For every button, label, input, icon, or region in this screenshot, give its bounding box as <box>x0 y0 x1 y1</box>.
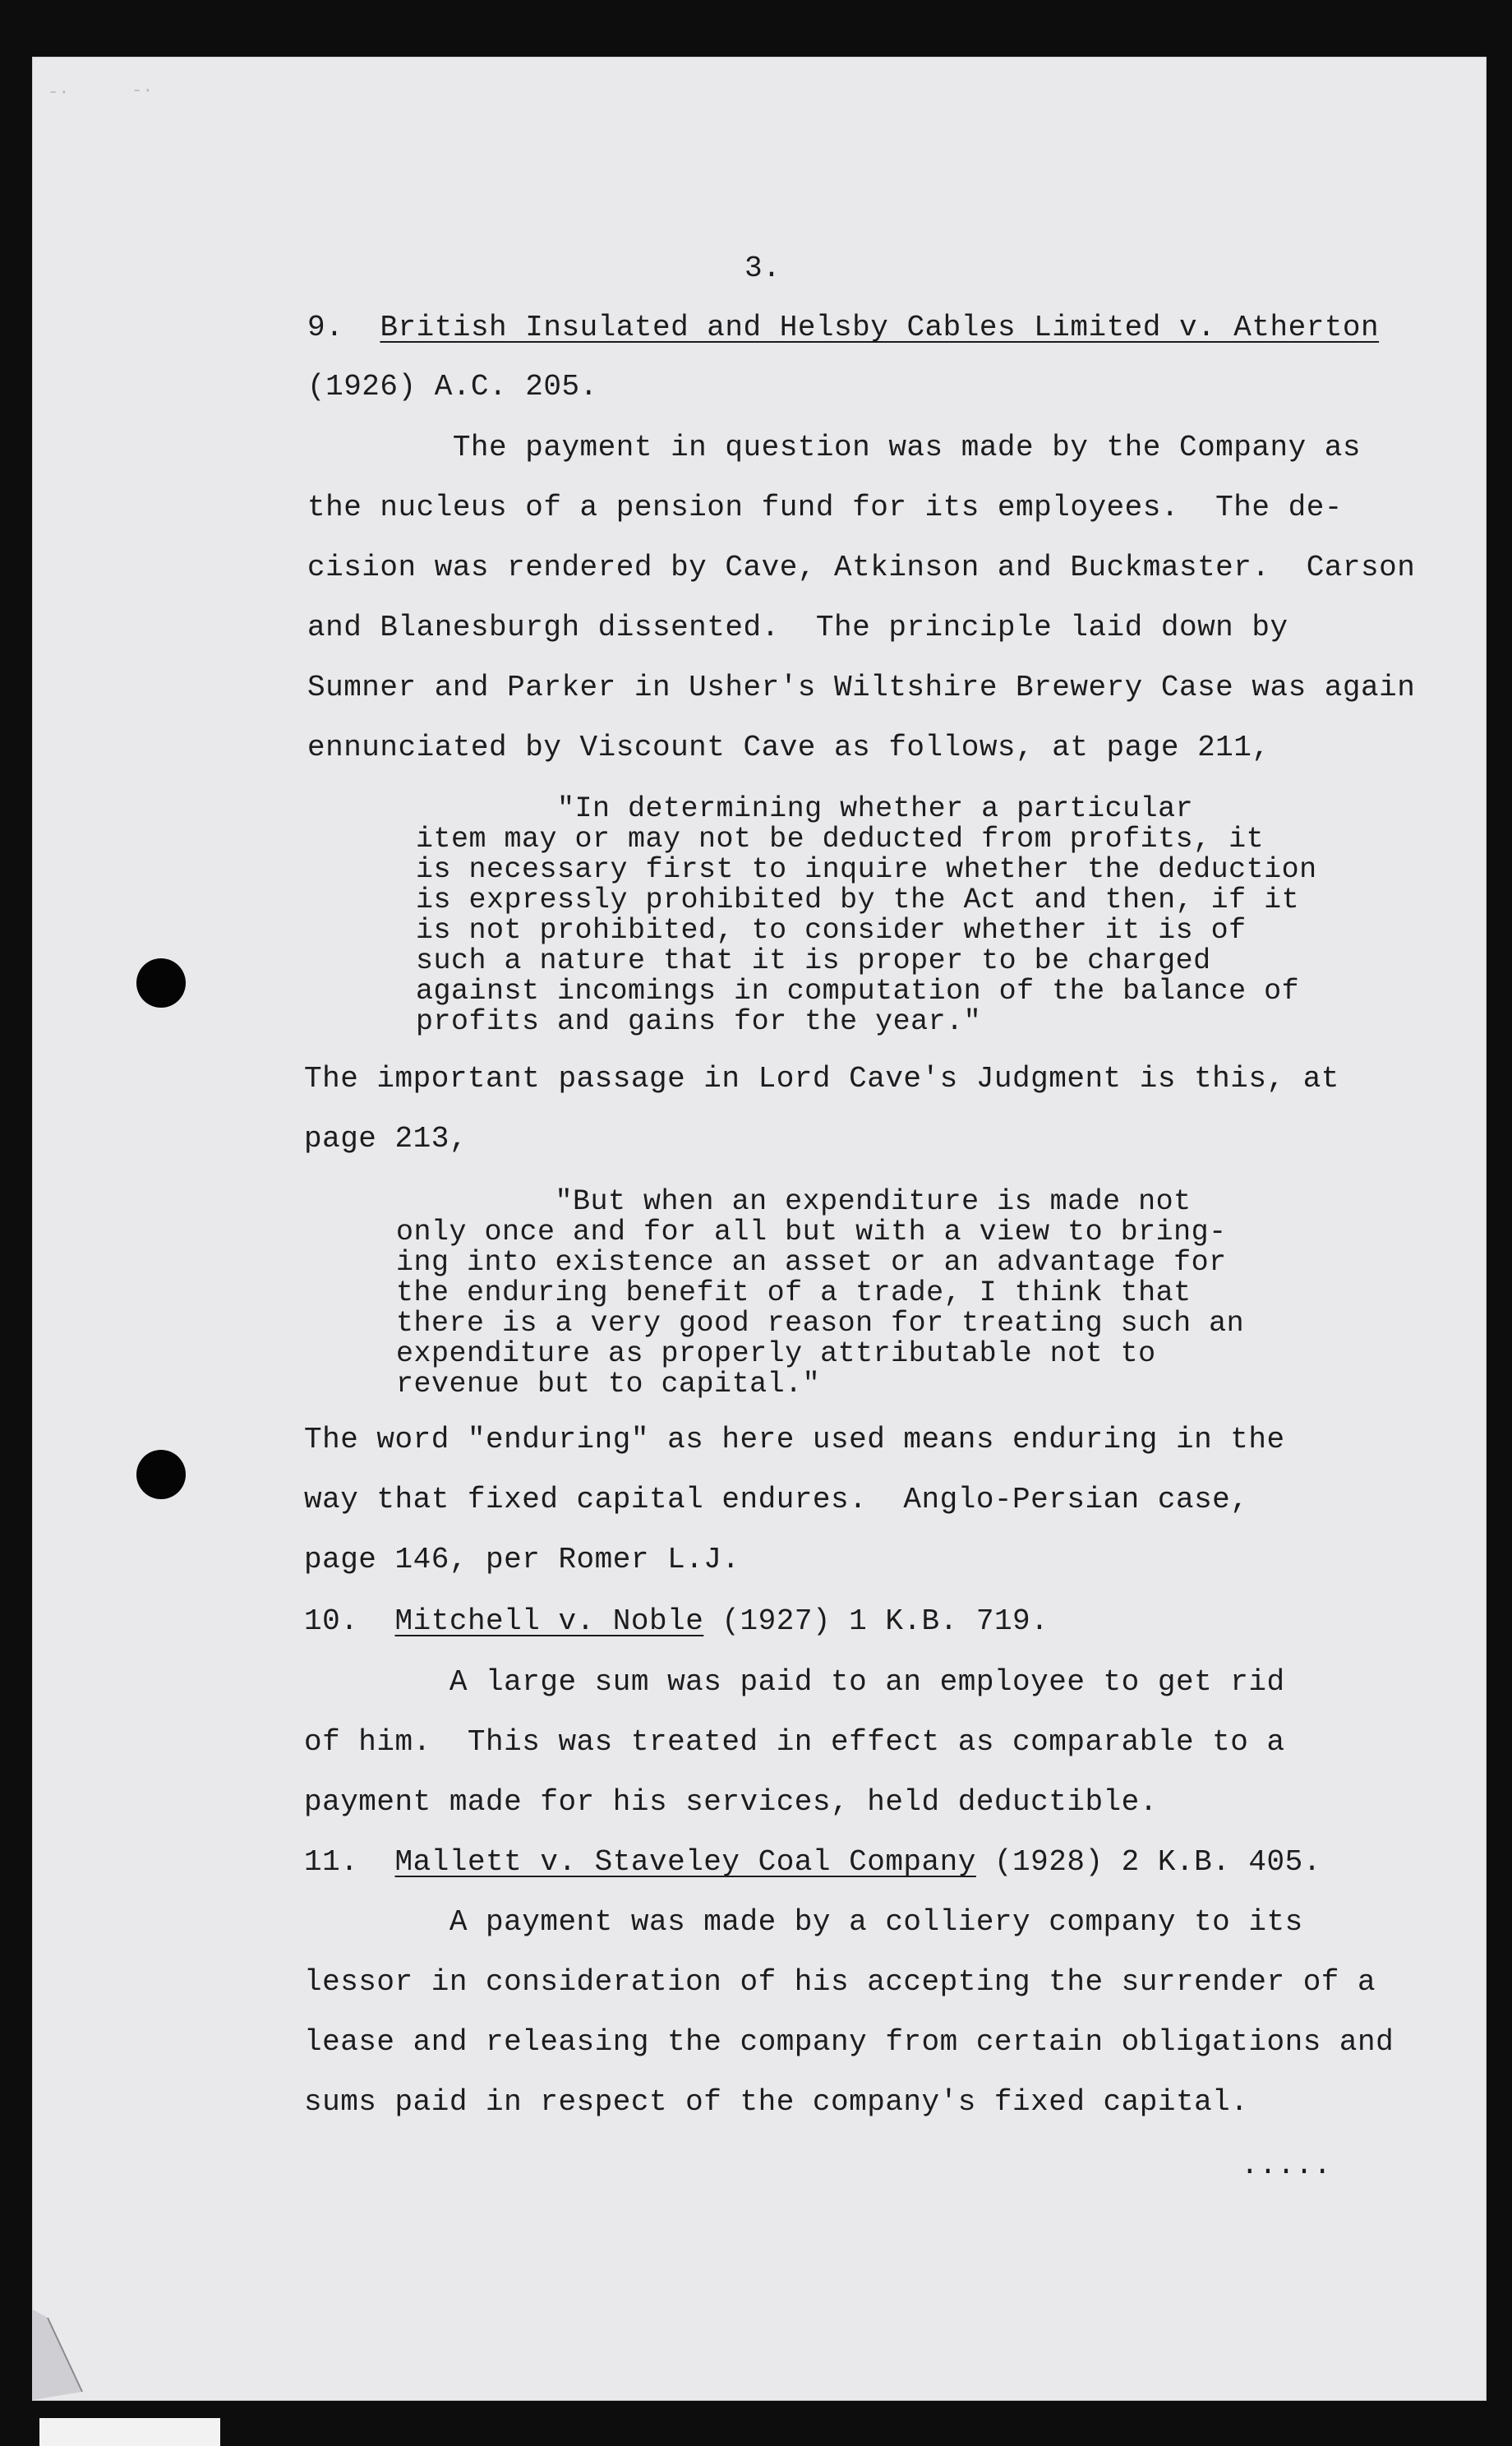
quote-line: only once and for all but with a view to bring- <box>396 1216 1227 1248</box>
quote-line: ing into existence an asset or an advantage for <box>396 1246 1227 1279</box>
page-fold <box>33 2310 99 2400</box>
paragraph-line: lease and releasing the company from certain obligations and <box>304 2025 1394 2059</box>
continuation-dots: ..... <box>1241 2148 1332 2182</box>
quote-line: against incomings in computation of the balance of <box>416 975 1300 1008</box>
case-number: 9. <box>307 311 344 344</box>
case-citation: (1928) 2 K.B. 405. <box>975 1845 1321 1879</box>
quote-line: expenditure as properly attributable not to <box>396 1337 1156 1370</box>
page-number: 3. <box>744 252 781 285</box>
case-heading-10 <box>304 1604 1049 1638</box>
paragraph-line: page 213, <box>304 1122 468 1156</box>
scan-edge-strip <box>39 2418 220 2446</box>
case-citation: (1926) A.C. 205. <box>307 370 598 404</box>
case-name: British Insulated and Helsby Cables Limited v. Atherton <box>380 311 1380 344</box>
case-name: Mitchell v. Noble <box>394 1604 704 1638</box>
quote-line: the enduring benefit of a trade, I think that <box>396 1276 1192 1309</box>
case-heading-9 <box>307 311 1379 344</box>
quote-line: revenue but to capital." <box>396 1368 821 1401</box>
paragraph-line: The word "enduring" as here used means enduring in the <box>304 1423 1285 1456</box>
paragraph-line: ennunciated by Viscount Cave as follows, at page 211, <box>307 731 1270 764</box>
quote-line: such a nature that it is proper to be charged <box>416 944 1211 977</box>
scan-mark: -· <box>48 82 70 103</box>
punch-hole <box>136 958 186 1008</box>
paragraph-line: The payment in question was made by the Company as <box>307 431 1362 464</box>
quote-line: is not prohibited, to consider whether it is of <box>416 914 1247 947</box>
case-number: 11. <box>304 1845 359 1879</box>
quote-line: "In determining whether a particular <box>416 792 1194 825</box>
quote-line: "But when an expenditure is made not <box>396 1185 1192 1218</box>
paragraph-line: of him. This was treated in effect as comparable to a <box>304 1725 1285 1759</box>
paragraph-line: Sumner and Parker in Usher's Wiltshire Brewery Case was again <box>307 671 1416 704</box>
paragraph-line: the nucleus of a pension fund for its employees. The de- <box>307 491 1343 524</box>
case-heading-11 <box>304 1845 1321 1879</box>
case-citation: (1927) 1 K.B. 719. <box>703 1604 1049 1638</box>
paragraph-line: The important passage in Lord Cave's Judgment is this, at <box>304 1062 1339 1096</box>
case-name: Mallett v. Staveley Coal Company <box>394 1845 976 1879</box>
quote-line: profits and gains for the year." <box>416 1005 982 1038</box>
paragraph-line: A large sum was paid to an employee to get rid <box>304 1665 1285 1699</box>
paragraph-line: and Blanesburgh dissented. The principle laid down by <box>307 611 1288 644</box>
scan-mark: -· <box>131 81 154 101</box>
quote-line: there is a very good reason for treating such an <box>396 1307 1245 1340</box>
quote-line: is necessary first to inquire whether the deduction <box>416 853 1317 886</box>
paragraph-line: lessor in consideration of his accepting the surrender of a <box>304 1965 1376 1999</box>
paragraph-line: sums paid in respect of the company's fixed capital. <box>304 2085 1249 2119</box>
paragraph-line: way that fixed capital endures. Anglo-Persian case, <box>304 1483 1249 1516</box>
quote-line: is expressly prohibited by the Act and then, if it <box>416 884 1300 916</box>
case-number: 10. <box>304 1604 359 1638</box>
quote-line: item may or may not be deducted from profits, it <box>416 823 1265 856</box>
punch-hole <box>136 1450 186 1499</box>
paragraph-line: A payment was made by a colliery company to its <box>304 1905 1303 1939</box>
paragraph-line: payment made for his services, held deductible. <box>304 1785 1158 1819</box>
paragraph-line: page 146, per Romer L.J. <box>304 1543 740 1576</box>
paragraph-line: cision was rendered by Cave, Atkinson and Buckmaster. Carson <box>307 551 1416 584</box>
